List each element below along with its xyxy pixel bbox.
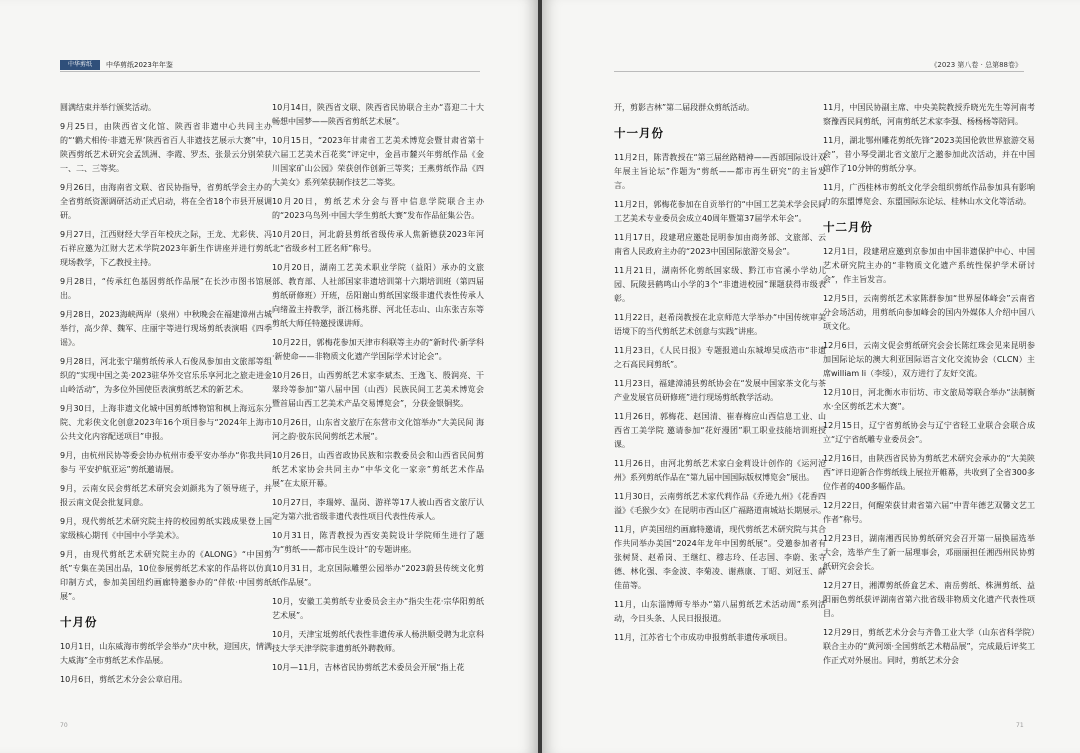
- page-number-left: 70: [60, 722, 68, 729]
- chronicle-entry: 11月，江苏省七个市成功申报剪纸非遗传承项目。: [614, 633, 793, 642]
- chronicle-entry: 10月20日，湖南工艺美术职业学院（益阳）承办的文旅部、教育部、人社部国家非遗培训第十六期培训班（第四届剪纸研修班）开班，岳阳谢山剪纸国家级非遗代表性传承人向绪盈主持教学，浙江杨兆群、河北任志山、山东张吉东等剪纸大师任特邀授课讲师。: [272, 263, 484, 328]
- chronicle-entry: 9月，由现代剪纸艺术研究院主办的《ALONG》“中国剪纸”专集在美国出品，10位参展剪纸艺术家的作品将以仿真印制方式，参加美国纽约画廊特邀参办的“伴侬·中国剪纸展”。: [60, 550, 272, 601]
- chronicle-entry: 9月30日，上海非遗文化城中国剪纸博物馆和枫上海远东分院、尤彩侠文化创意2023年16个项目参与“2024年上海市公共文化内容配送项目”申报。: [60, 404, 272, 441]
- chronicle-entry: 10月26日，山西剪纸艺术家李斌杰、王逸飞、殷润亮、干翠玲等参加“第八届中国（山西）民族民间工艺美术博览会暨首届山西工艺美术产品交易博览会”，分获金银铜奖。: [272, 371, 484, 408]
- chronicle-entry: 10月—11月，吉林省民协剪纸艺术委员会开展“指上花: [272, 663, 465, 672]
- chronicle-entry: 12月6日，云南文促会剪纸研究会会长陈红珠会见来昆明参加国际论坛的澳大利亚国际语言文化交流协会（CLCN）主席william li（李绥），双方进行了友好交流。: [823, 341, 1035, 378]
- chronicle-entry: 10月26日，山东省文旅厅在东营市文化馆举办“大美民间 海河之韵·胶东民间剪纸艺术展”。: [272, 418, 484, 441]
- page-number-right: 71: [1016, 722, 1024, 729]
- chronicle-entry: 10月1日，山东威海市剪纸学会举办“庆中秋，迎国庆，情满大威海”全市剪纸艺术作品展。: [60, 642, 272, 665]
- chronicle-entry: 11月21日，湖南怀化剪纸国家级、黔江市官溪小学幼儿园、阮陵县鹤鸣山小学的3个“非遗进校园”课题获得市级表彰。: [614, 266, 826, 303]
- chronicle-entry: 12月16日，由陕西省民协为剪纸艺术研究会承办的“大美陕西”评日迎新合作剪纸线上展拉开帷幕，共收到了全省300多位作者的400多幅作品。: [823, 454, 1035, 491]
- chronicle-entry: 9月28日，河北张宁瑞剪纸传承人石俊凤参加由文旅部等组织的“实现中国之美·2023驻华外交官乐乐享河北之旅走进金山岭活动”，为多位外国使臣表演剪纸艺术的新艺术。: [60, 357, 272, 394]
- chronicle-entry: 10月15日，“2023年甘肃省工艺美术博览会暨甘肃省第十六届工艺美术百花奖”评定中，金昌市麓兴年剪纸作品《金川国家矿山公园》荣获创作创新三等奖；王燕剪纸作品《四大美女》系列荣获制作技艺二等奖。: [272, 136, 484, 187]
- left-page: [0, 0, 538, 753]
- chronicle-entry: 10月22日，郭梅花参加天津市科联等主办的“新时代·新学科·新使命——非物质文化遗产学国际学术讨论会”。: [272, 338, 484, 361]
- chronicle-entry: 9月25日，由陕西省文化馆、陕西省非遗中心共同主办的“‘鹳犬相传·非遗无界’陕西省百人非遗技艺展示大赛”中，陕西剪纸艺术研究会孟凯洲、李霞、罗杰、张景云分别荣获一、二、三等奖。: [60, 122, 272, 173]
- header-rule: [614, 71, 1024, 72]
- chronicle-entry: 10月27日，李瑞婷、温岗、游祥等17人被山西省文旅厅认定为第六批省级非遗代表性项目代表性传承人。: [272, 498, 484, 521]
- right-page-column-2: [823, 101, 1035, 673]
- month-heading: 十一月份: [614, 126, 664, 140]
- chronicle-entry: 9月28日，“传承红色基因剪纸作品展”在长沙市图书馆展出。: [60, 277, 272, 300]
- chronicle-entry: 9月28日，2023海峡两岸（泉州）中秋晚会在福建漳州古城举行，高少萍、魏军、庄丽宇等进行现场剪纸表演唱《四季谣》。: [60, 310, 272, 347]
- chronicle-entry: 11月，庐美国纽约画廊特邀请，现代剪纸艺术研究院与其合作共同举办美国“2024年龙年中国剪纸展”。受邀参加者有张树贤、赵希岗、王继红、穆志玲、任志国、李蔚、张寺德、林化强、李金波、李菊凌、谢燕康、丁昭、刘冠玉、薛佳苗等。: [614, 525, 826, 590]
- month-heading: 十月份: [60, 615, 98, 629]
- chronicle-entry: 11月26日，郭梅花、赵国清、崔春梅应山西信息工业、山西省工美学院 邀请参加“花好漫团”职工职业技能培训班授课。: [614, 412, 826, 449]
- month-heading: 十二月份: [823, 220, 873, 234]
- left-page-column-1: [60, 101, 272, 692]
- chronicle-entry: 9月，云南女民会剪纸艺术研究会刘颜兆为了领导班子，并报云南文促会批复同意。: [60, 484, 272, 507]
- chronicle-entry: 10月26日，山西省政协民族和宗教委员会和山西省民间剪纸艺术家协会共同主办“中华文化一家亲”剪纸艺术作品展”在太原开幕。: [272, 451, 484, 488]
- chronicle-entry: 12月22日，何醒荣获甘肃省第六届“中青年德艺双馨文艺工作者”称号。: [823, 501, 1035, 524]
- publication-logo: 中华剪纸: [60, 60, 100, 70]
- chronicle-entry: 10月31日，陈青教授为西安美院设计学院师生进行了题为“剪纸——都市民生设计”的专题讲座。: [272, 531, 484, 554]
- chronicle-entry: 12月5日，云南剪纸艺术家陈群参加“世界屋体峰会”云南省分会场活动，用剪纸向参加峰会的国内外媒体人介绍中国八项文化。: [823, 294, 1035, 331]
- chronicle-entry: 11月26日，由河北剪纸艺术家白金莉设计创作的《运河沧州》系列剪纸作品在“第九届中国国际版权博览会”展出。: [614, 459, 826, 482]
- chronicle-entry: 11月，广西桂林市剪纸文化学会组织剪纸作品参加具有影响力的东盟博览会、东盟国际东论坛、桂林山水文化等活动。: [823, 183, 1035, 206]
- chronicle-entry: 12月15日，辽宁省剪纸协会与辽宁省轻工业联合会联合成立“辽宁省纸雕专业委员会”。: [823, 421, 1035, 444]
- chronicle-entry: 10月，安徽工美剪纸专业委员会主办“指尖生花·宗华阳剪纸艺术展”。: [272, 597, 484, 620]
- chronicle-entry: 11月23日，福建漳浦县剪纸协会在“发展中国家茶文化与茶产业发展官员研修班”进行现场剪纸教学活动。: [614, 379, 826, 402]
- chronicle-entry: 11月，湖北鄂州雕花剪纸先锋“2023美国伦敦世界旅游交易会”，昔小琴受湖北省文旅厅之邀参加此次活动，并在中国馆作了10分钟的剪纸分享。: [823, 136, 1035, 173]
- chronicle-entry: 9月，由杭州民协等委会协办杭州市委平安办举办“你我共同参与 平安护航亚运”剪纸邀请展。: [60, 451, 272, 474]
- chronicle-entry: 10月14日，陕西省文联、陕西省民协联合主办“喜迎二十大 畅想中国梦——陕西省剪纸艺术展”。: [272, 103, 484, 126]
- chronicle-entry: 12月23日，湖南湘西民协剪纸研究会召开第一届换届选举大会，选举产生了新一届理事会，邓丽丽担任湘西州民协剪纸研究会会长。: [823, 534, 1035, 571]
- right-page: [542, 0, 1080, 753]
- chronicle-entry: 11月22日，赵希岗教授在北京师范大学举办“中国传统审美语境下的当代剪纸艺术创意与实践”讲座。: [614, 313, 826, 336]
- chronicle-entry: 11月，中国民协副主席、中央美院教授乔晓光先生等河南考察豫西民间剪纸，河南剪纸艺术家李强、杨杨杨等陪同。: [823, 103, 1035, 126]
- chronicle-entry: 10月20日，剪纸艺术分会与晋中信息学院联合主办的“2023乌鸟列·中国大学生剪纸大赛”发布作品征集公告。: [272, 197, 484, 220]
- chronicle-entry: 12月27日，湘潭剪纸侨盒艺术、南岳剪纸、株洲剪纸、益阳丽色剪纸获评湖南省第六批省级非物质文化遗产代表性项目。: [823, 581, 1035, 618]
- chronicle-entry: 12月29日，剪纸艺术分会与齐鲁工业大学（山东省科学院）联合主办的“黄河颂·全国剪纸艺术精品展”，完成最后评奖工作正式对外展出。同时，剪纸艺术分会: [823, 628, 1035, 665]
- right-page-column-1: [614, 101, 826, 650]
- chronicle-entry: 10月20日，河北蔚县剪纸省级传承人焦新德获2023年河北“省级乡村工匠名师”称号。: [272, 230, 484, 253]
- chronicle-entry: 12月10日，河北衡水市衍坊、市文旅局等联合举办“法制衡水·全区剪纸艺术大赛”。: [823, 388, 1035, 411]
- chronicle-entry: 圆满结束并举行颁奖活动。: [60, 103, 156, 112]
- issue-title: 《2023 第八卷 · 总第88卷》: [930, 61, 1022, 69]
- chronicle-entry: 9月，现代剪纸艺术研究院主持的校园剪纸实践成果登上国家级核心期刊《中国中小学美术》。: [60, 517, 272, 540]
- yearbook-title: 中华剪纸2023年年鉴: [106, 61, 173, 69]
- chronicle-entry: 11月30日，云南剪纸艺术家代莉作品《乔逊九州》《花香四溢》《毛猴少女》在昆明市西山区广福路道南城站长期展示。: [614, 492, 826, 515]
- chronicle-entry: 10月，天津宝坻剪纸代表性非遗传承人杨洪顺受聘为北京科技大学天津学院非遗剪纸外聘教师。: [272, 630, 484, 653]
- chronicle-entry: 10月6日，剪纸艺术分会公章启用。: [60, 675, 188, 684]
- chronicle-entry: 10月31日，北京国际雕塑公园举办“2023蔚县传统文化剪纸作品展”。: [272, 564, 484, 587]
- chronicle-entry: 11月23日，《人民日报》专题报道山东城埠吴成浩市“非遗之石高民间剪纸”。: [614, 346, 826, 369]
- chronicle-entry: 11月17日，段建珺应邀赴昆明参加由商务部、文旅部、云南省人民政府主办的“2023中国国际旅游交易会”。: [614, 233, 826, 256]
- chronicle-entry: 9月26日，由海南省文联、省民协指导，省剪纸学会主办的全省剪纸资源调研活动正式启动，将在全省18个市县开展调研。: [60, 183, 272, 220]
- chronicle-entry: 11月2日，郭梅花参加在自贡举行的“中国工艺美术学会民间工艺美术专业委员会成立40周年暨第37届学术年会”。: [614, 200, 826, 223]
- chronicle-entry: 11月，山东淄博师专举办“第八届剪纸艺术活动周”系列活动，今日头条、人民日报报道。: [614, 600, 826, 623]
- left-page-column-2: [272, 101, 484, 680]
- chronicle-entry: 11月2日，陈青教授在“第三届丝路精神——西部国际设计双年展主旨论坛”作题为“剪纸——都市再生研究”的主旨发言。: [614, 153, 826, 190]
- chronicle-entry: 12月1日，段建珺应邀到京参加由中国非遗保护中心、中国艺术研究院主办的“非物质文化遗产系统性保护学术研讨会”，作主旨发言。: [823, 247, 1035, 284]
- chronicle-entry: 开，剪影吉林”第二届段群众剪纸活动。: [614, 103, 755, 112]
- header-rule: [60, 71, 480, 72]
- chronicle-entry: 9月27日，江西财经大学百年校庆之际，王龙、尤彩侠、冯石祥应邀为江财大艺术学院2023年新生作讲座并进行剪纸现场教学，下乙教授主持。: [60, 230, 272, 267]
